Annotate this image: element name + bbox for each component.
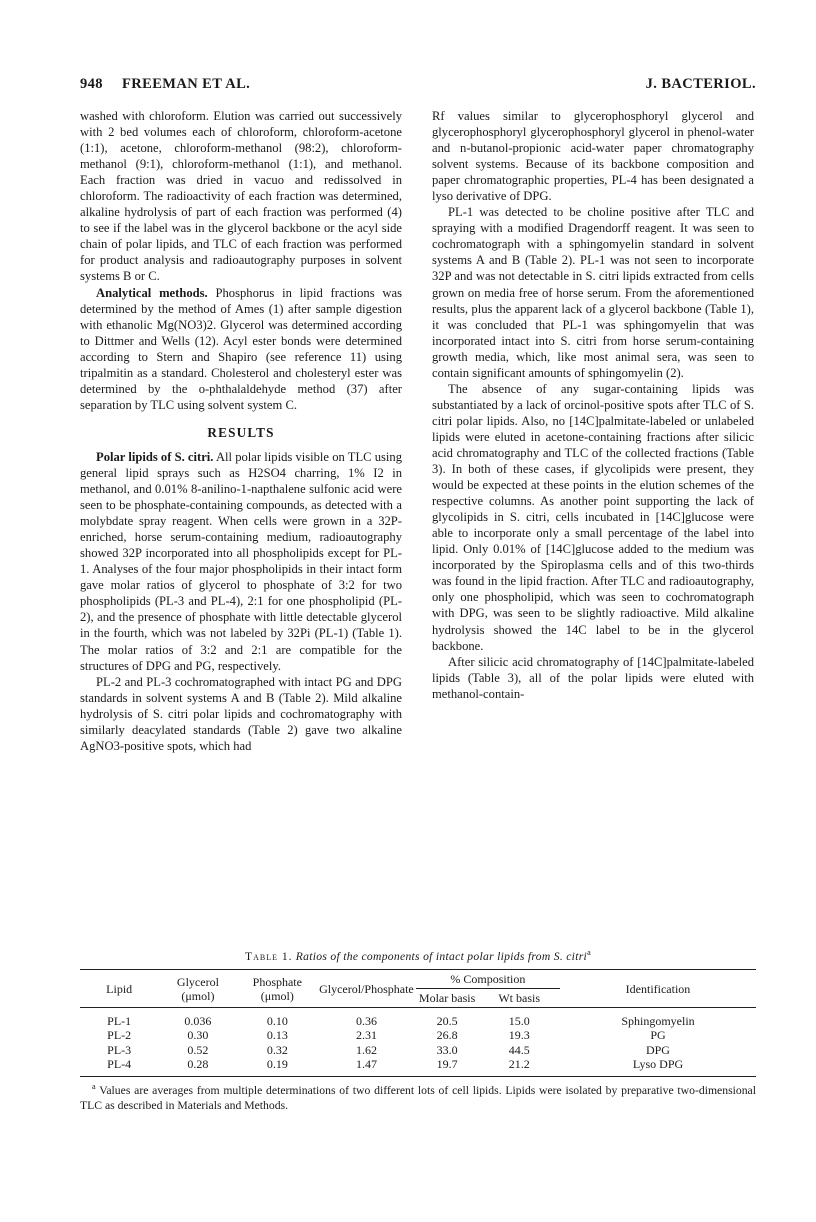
paragraph-analytical-methods [80,285,402,413]
cell-glycerol: 0.036 [184,1014,212,1028]
cell-molar: 19.7 [436,1057,458,1072]
table-row [80,1043,756,1057]
table-footnote [80,1083,756,1113]
cell-wt: 21.2 [508,1057,530,1072]
col-header-identification: Identification [560,970,756,1008]
cell-identification: PG [650,1028,666,1043]
analytical-methods-text: Phosphorus in lipid fractions was determined by the method of Ames (1) after sample digestion with ethanolic Mg(NO3)2. Glycerol was determined according to Dittmer and Wells (12). Acyl ester bonds were determined according to Stern and Shapiro (see reference 11) using tripalmitin as a standard. Cholesterol and cholesteryl ester was determined by the o-phthalaldehyde method (37) after separation by TLC using solvent system C. [80,285,403,412]
section-heading-results: RESULTS [207,424,275,440]
right-column [432,108,754,702]
paragraph-pl2-pl3: PL-2 and PL-3 cochromatographed with intact PG and DPG standards in solvent systems A and B (Table 2). Mild alkaline hydrolysis of S. citri polar lipids and cochromatography with similarly deacylated standards (Table 2) gave two alkaline AgNO3-positive spots, which had [80,674,402,753]
cell-lipid: PL-4 [107,1057,132,1072]
cell-wt: 19.3 [508,1028,530,1043]
col-header-wt: Wt basis [478,989,560,1008]
col-header-molar: Molar basis [416,989,479,1008]
cell-molar: 26.8 [436,1028,458,1043]
polar-lipids-text: All polar lipids visible on TLC using general lipid sprays such as H2SO4 charring, 1% I2 in methanol, and 0.01% 8-anilino-1-napthalene sulfonic acid were seen to be phosphate-containing compounds, as detected with a molybdate spray reagent. When cells were grown in a 32P-enriched, horse serum-containing medium, radioautography showed 32P incorporated into all phospholipids except for PL-1. Analyses of the four major phospholipids in their intact form gave molar ratios of glycerol to phosphate of 3:2 for two phospholipids (PL-3 and PL-4), 2:1 for one phospholipid (PL-2), and the presence of phosphate with little detectable glycerol in the fourth, which was not labeled by 32Pi (PL-1) (Table 1). The molar ratios of 3:2 and 2:1 are compatible for the structures of DPG and PG, respectively. [80,449,403,673]
cell-wt: 44.5 [508,1042,530,1057]
paragraph-glycolipids: The absence of any sugar-containing lipids was substantiated by a lack of orcinol-positive spots after TLC of S. citri polar lipids. Also, no [14C]palmitate-labeled or unlabeled lipids were eluted in acetone-containing fractions after silicic acid chromatography and TLC of the collected fractions (Table 3). In both of these cases, if glycolipids were present, they would be expected at these points in the elution schemes of the respective columns. As another point supporting the lack of glycolipids in S. citri, cells incubated in [14C]glucose were able to incorporate only a small percentage of the label into lipid. Only 0.01% of [14C]glucose added to the medium was incorporated by the Spiroplasma cells and of this two-thirds was found in the lipid fraction. After TLC and radioautography, only one phospholipid, which was seen to cochromatograph with DPG, was seen to be slightly radioactive. Mild alkaline hydrolysis showed the 14C label to be in the glycerol backbone. [432,381,754,653]
footnote-text: Values are averages from multiple determinations of two different lots of cell lipids. Lipids were isolated by preparative two-dimensional TLC as described in Materials and Methods. [80,1083,756,1112]
cell-lipid: PL-2 [107,1028,132,1043]
col-header-glycerol: Glycerol (μmol) [158,970,237,1008]
paragraph-rf-values: Rf values similar to glycerophosphoryl glycerol and glycerophosphoryl glycerophosphoryl glycerol in phenol-water and n-butanol-propionic acid-water paper chromatography solvent systems. Because of its backbone composition and paper chromatographic properties, PL-4 has been designated a lyso derivative of DPG. [432,109,754,204]
table-row [80,1008,756,1029]
col-header-composition: % Composition [416,970,560,989]
table-caption-footnote-marker: a [587,948,591,958]
paragraph-polar-lipids [80,449,402,674]
table-row [80,1057,756,1076]
cell-ratio: 0.36 [355,1014,377,1028]
cell-molar: 20.5 [436,1014,458,1028]
col-header-ratio: Glycerol/Phosphate [317,970,416,1008]
cell-identification: Sphingomyelin [621,1014,695,1028]
cell-glycerol: 0.30 [187,1028,209,1043]
table-title [80,950,756,963]
cell-wt: 15.0 [508,1014,530,1028]
table-row [80,1028,756,1042]
col-header-lipid: Lipid [80,970,158,1008]
cell-glycerol: 0.52 [187,1042,209,1057]
cell-lipid: PL-1 [107,1014,132,1028]
left-column [80,108,402,754]
cell-ratio: 1.47 [355,1057,377,1072]
page-number: 948 [80,76,103,92]
run-in-heading-analytical-methods: Analytical methods. [96,285,208,300]
cell-ratio: 2.31 [355,1028,377,1043]
cell-phosphate: 0.19 [266,1057,288,1072]
table-1 [80,950,756,1113]
paragraph-elution: washed with chloroform. Elution was carried out successively with 2 bed volumes each of chloroform, chloroform-acetone (1:1), acetone, chloroform-methanol (98:2), chloroform-methanol (9:1), chloroform-methanol (1:1), and methanol. Each fraction was dried in vacuo and redissolved in chloroform. The radioactivity of each fraction was determined, alkaline hydrolysis of part of each fraction was performed (4) to see if the label was in the glycerol backbone or the acyl side chain of polar lipids, and TLC of each fraction was performed for product analysis and radioautography purposes in solvent systems B or C. [80,109,402,284]
composition-table [80,969,756,1077]
paragraph-pl1-sphingomyelin: PL-1 was detected to be choline positive after TLC and spraying with a modified Dragendorff reagent. It was seen to cochromatograph with a sphingomyelin standard in solvent systems A and B (Table 2). PL-1 was not seen to incorporate 32P and was not detectable in S. citri lipids extracted from cells grown on media free of horse serum. From the aforementioned results, plus the apparent lack of a glycerol backbone (Table 1), it was concluded that PL-1 was sphingomyelin that was incorporated intact into S. citri from horse serum-containing growth media, which, like most animal sera, was seen to contain significant amounts of sphingomyelin (2). [432,205,754,380]
cell-ratio: 1.62 [355,1042,377,1057]
journal-name: J. BACTERIOL. [645,76,756,92]
run-in-heading-polar-lipids: Polar lipids of S. citri. [96,449,214,464]
footnote-marker: a [92,1081,96,1091]
cell-lipid: PL-3 [107,1042,132,1057]
table-label: Table 1. [245,950,293,963]
cell-phosphate: 0.10 [266,1014,288,1028]
paragraph-silicic-acid: After silicic acid chromatography of [14C]palmitate-labeled lipids (Table 3), all of the polar lipids were eluted with methanol-contain- [432,654,754,701]
running-authors: FREEMAN ET AL. [122,76,251,92]
table-caption: Ratios of the components of intact polar lipids from S. citri [295,950,588,963]
running-header [80,76,756,98]
cell-phosphate: 0.32 [266,1042,288,1057]
col-header-phosphate: Phosphate (μmol) [238,970,318,1008]
cell-identification: DPG [645,1042,670,1057]
cell-glycerol: 0.28 [187,1057,209,1072]
cell-identification: Lyso DPG [632,1057,684,1072]
cell-phosphate: 0.13 [266,1028,288,1043]
cell-molar: 33.0 [436,1042,458,1057]
